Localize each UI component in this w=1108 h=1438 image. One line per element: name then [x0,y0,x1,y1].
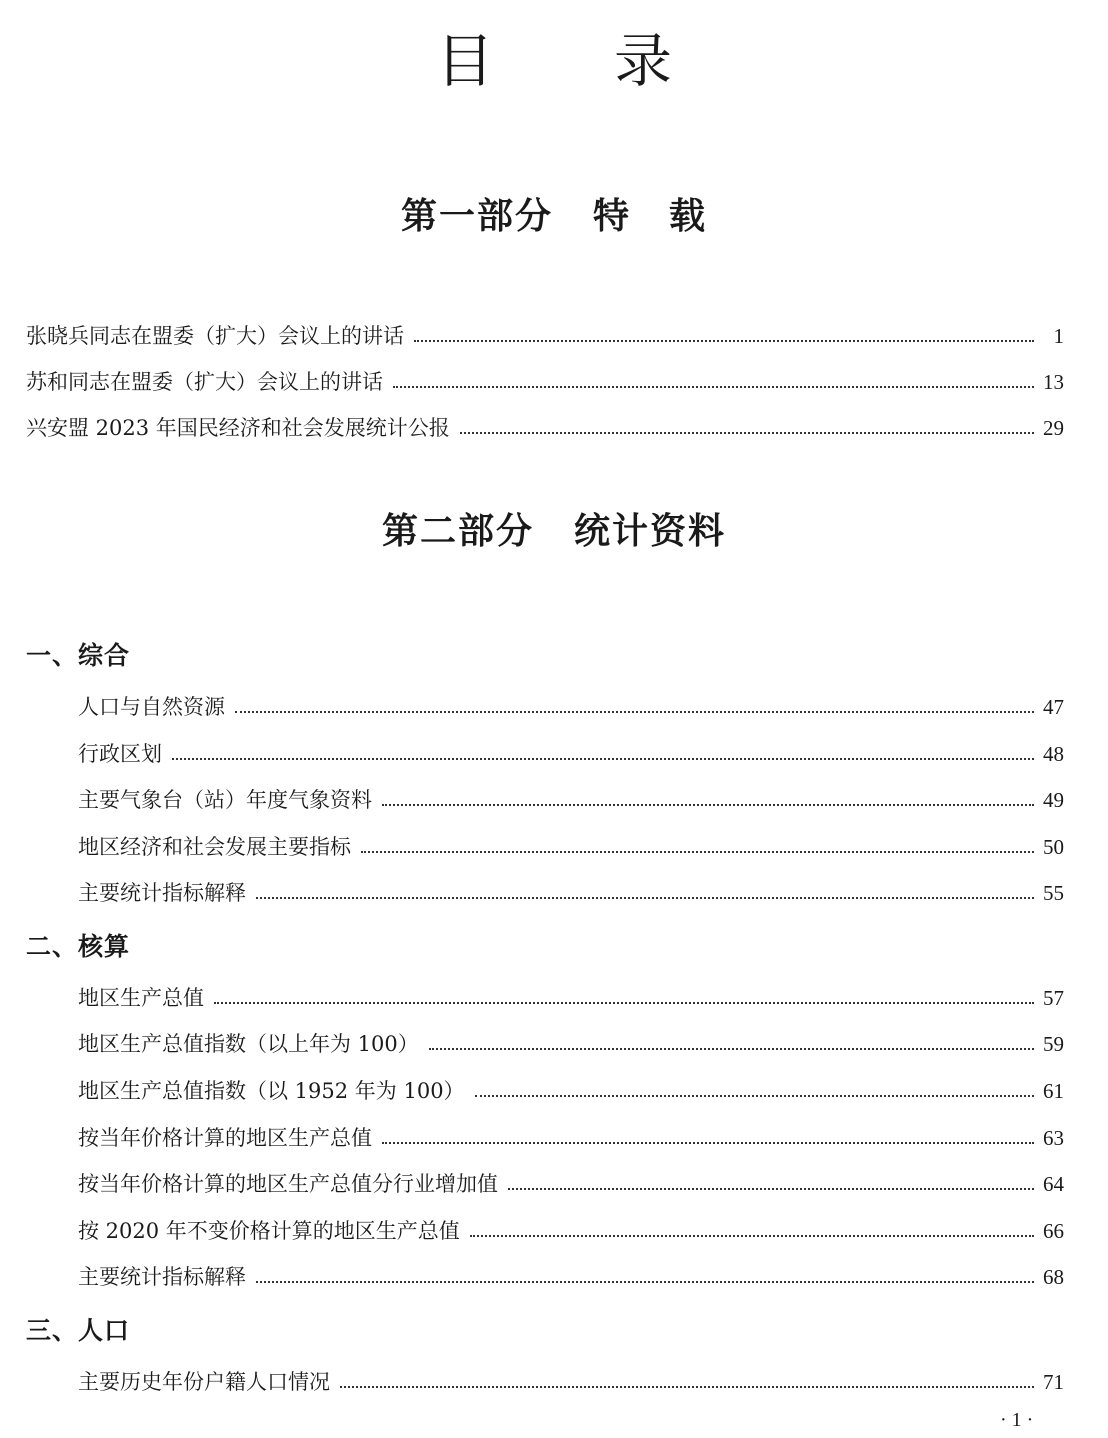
toc-entry-title: 地区生产总值指数（以 1952 年为 100） [78,1079,465,1103]
section-heading-comprehensive: 一、综合 [26,641,131,670]
toc-entry-page: 59 [1043,1032,1064,1056]
toc-entry-page: 68 [1043,1265,1064,1289]
toc-entry[interactable] [78,1215,1064,1247]
toc-entry-title: 主要气象台（站）年度气象资料 [78,788,372,812]
toc-entry-page: 57 [1043,986,1064,1010]
toc-entry-page: 29 [1043,416,1064,440]
toc-entry-page: 63 [1043,1126,1064,1150]
toc-entry-page: 66 [1043,1219,1064,1243]
toc-entry[interactable] [78,1261,1064,1293]
dot-leader [382,1141,1034,1144]
part-two-heading [0,507,1108,557]
toc-entry-page: 49 [1043,788,1064,812]
toc-entry[interactable] [26,412,1064,444]
part-one-name: 特 载 [593,196,708,237]
toc-entry-title: 张晓兵同志在盟委（扩大）会议上的讲话 [26,324,404,348]
dot-leader [382,803,1034,806]
dot-leader [256,1280,1034,1283]
dot-leader [214,1001,1034,1004]
part-two-label: 第二部分 [381,511,534,552]
toc-entry[interactable] [78,1366,1064,1398]
dot-leader [475,1094,1034,1097]
toc-entry-page: 47 [1043,695,1064,719]
section-heading-population: 三、人口 [26,1316,131,1345]
part-one-label: 第一部分 [400,196,553,237]
toc-entry-title: 苏和同志在盟委（扩大）会议上的讲话 [26,370,383,394]
toc-entry[interactable] [78,1168,1064,1200]
toc-entry-page: 55 [1043,881,1064,905]
toc-entry-title: 按当年价格计算的地区生产总值 [78,1126,372,1150]
toc-entry-title: 地区生产总值 [78,986,204,1010]
toc-entry-page: 13 [1043,370,1064,394]
toc-entry-title: 行政区划 [78,742,162,766]
toc-entry[interactable] [78,738,1064,770]
toc-entry[interactable] [26,320,1064,352]
toc-entry[interactable] [78,1028,1064,1060]
toc-entry[interactable] [78,877,1064,909]
toc-entry-title: 按当年价格计算的地区生产总值分行业增加值 [78,1172,498,1196]
section-heading-accounting: 二、核算 [26,932,131,961]
dot-leader [429,1047,1034,1050]
dot-leader [470,1234,1034,1237]
dot-leader [508,1187,1034,1190]
toc-entry[interactable] [78,1075,1064,1107]
toc-entry-page: 48 [1043,742,1064,766]
dot-leader [393,385,1034,388]
part-one-heading [0,192,1108,242]
dot-leader [235,710,1034,713]
toc-entry[interactable] [78,1122,1064,1154]
toc-entry[interactable] [26,366,1064,398]
dot-leader [361,850,1034,853]
title-char-1: 目 [435,27,494,95]
dot-leader [172,757,1034,760]
toc-entry-title: 地区经济和社会发展主要指标 [78,835,351,859]
toc-entry-title: 主要统计指标解释 [78,881,246,905]
toc-entry[interactable] [78,691,1064,723]
toc-entry-title: 人口与自然资源 [78,695,225,719]
toc-entry-title: 地区生产总值指数（以上年为 100） [78,1032,419,1056]
toc-entry-page: 50 [1043,835,1064,859]
page-title [0,18,1108,104]
toc-entry-title: 主要历史年份户籍人口情况 [78,1370,330,1394]
dot-leader [340,1385,1034,1388]
toc-entry-page: 64 [1043,1172,1064,1196]
toc-entry[interactable] [78,784,1064,816]
part-two-name: 统计资料 [574,511,727,552]
dot-leader [460,431,1034,434]
toc-entry-page: 1 [1053,324,1064,348]
toc-entry[interactable] [78,982,1064,1014]
page-number: · 1 · [1000,1409,1034,1431]
dot-leader [256,896,1034,899]
toc-entry-title: 按 2020 年不变价格计算的地区生产总值 [78,1219,460,1243]
toc-entry-title: 兴安盟 2023 年国民经济和社会发展统计公报 [26,416,450,440]
toc-entry[interactable] [78,831,1064,863]
toc-entry-title: 主要统计指标解释 [78,1265,246,1289]
dot-leader [414,339,1034,342]
title-char-2: 录 [614,27,673,95]
toc-entry-page: 71 [1043,1370,1064,1394]
toc-entry-page: 61 [1043,1079,1064,1103]
